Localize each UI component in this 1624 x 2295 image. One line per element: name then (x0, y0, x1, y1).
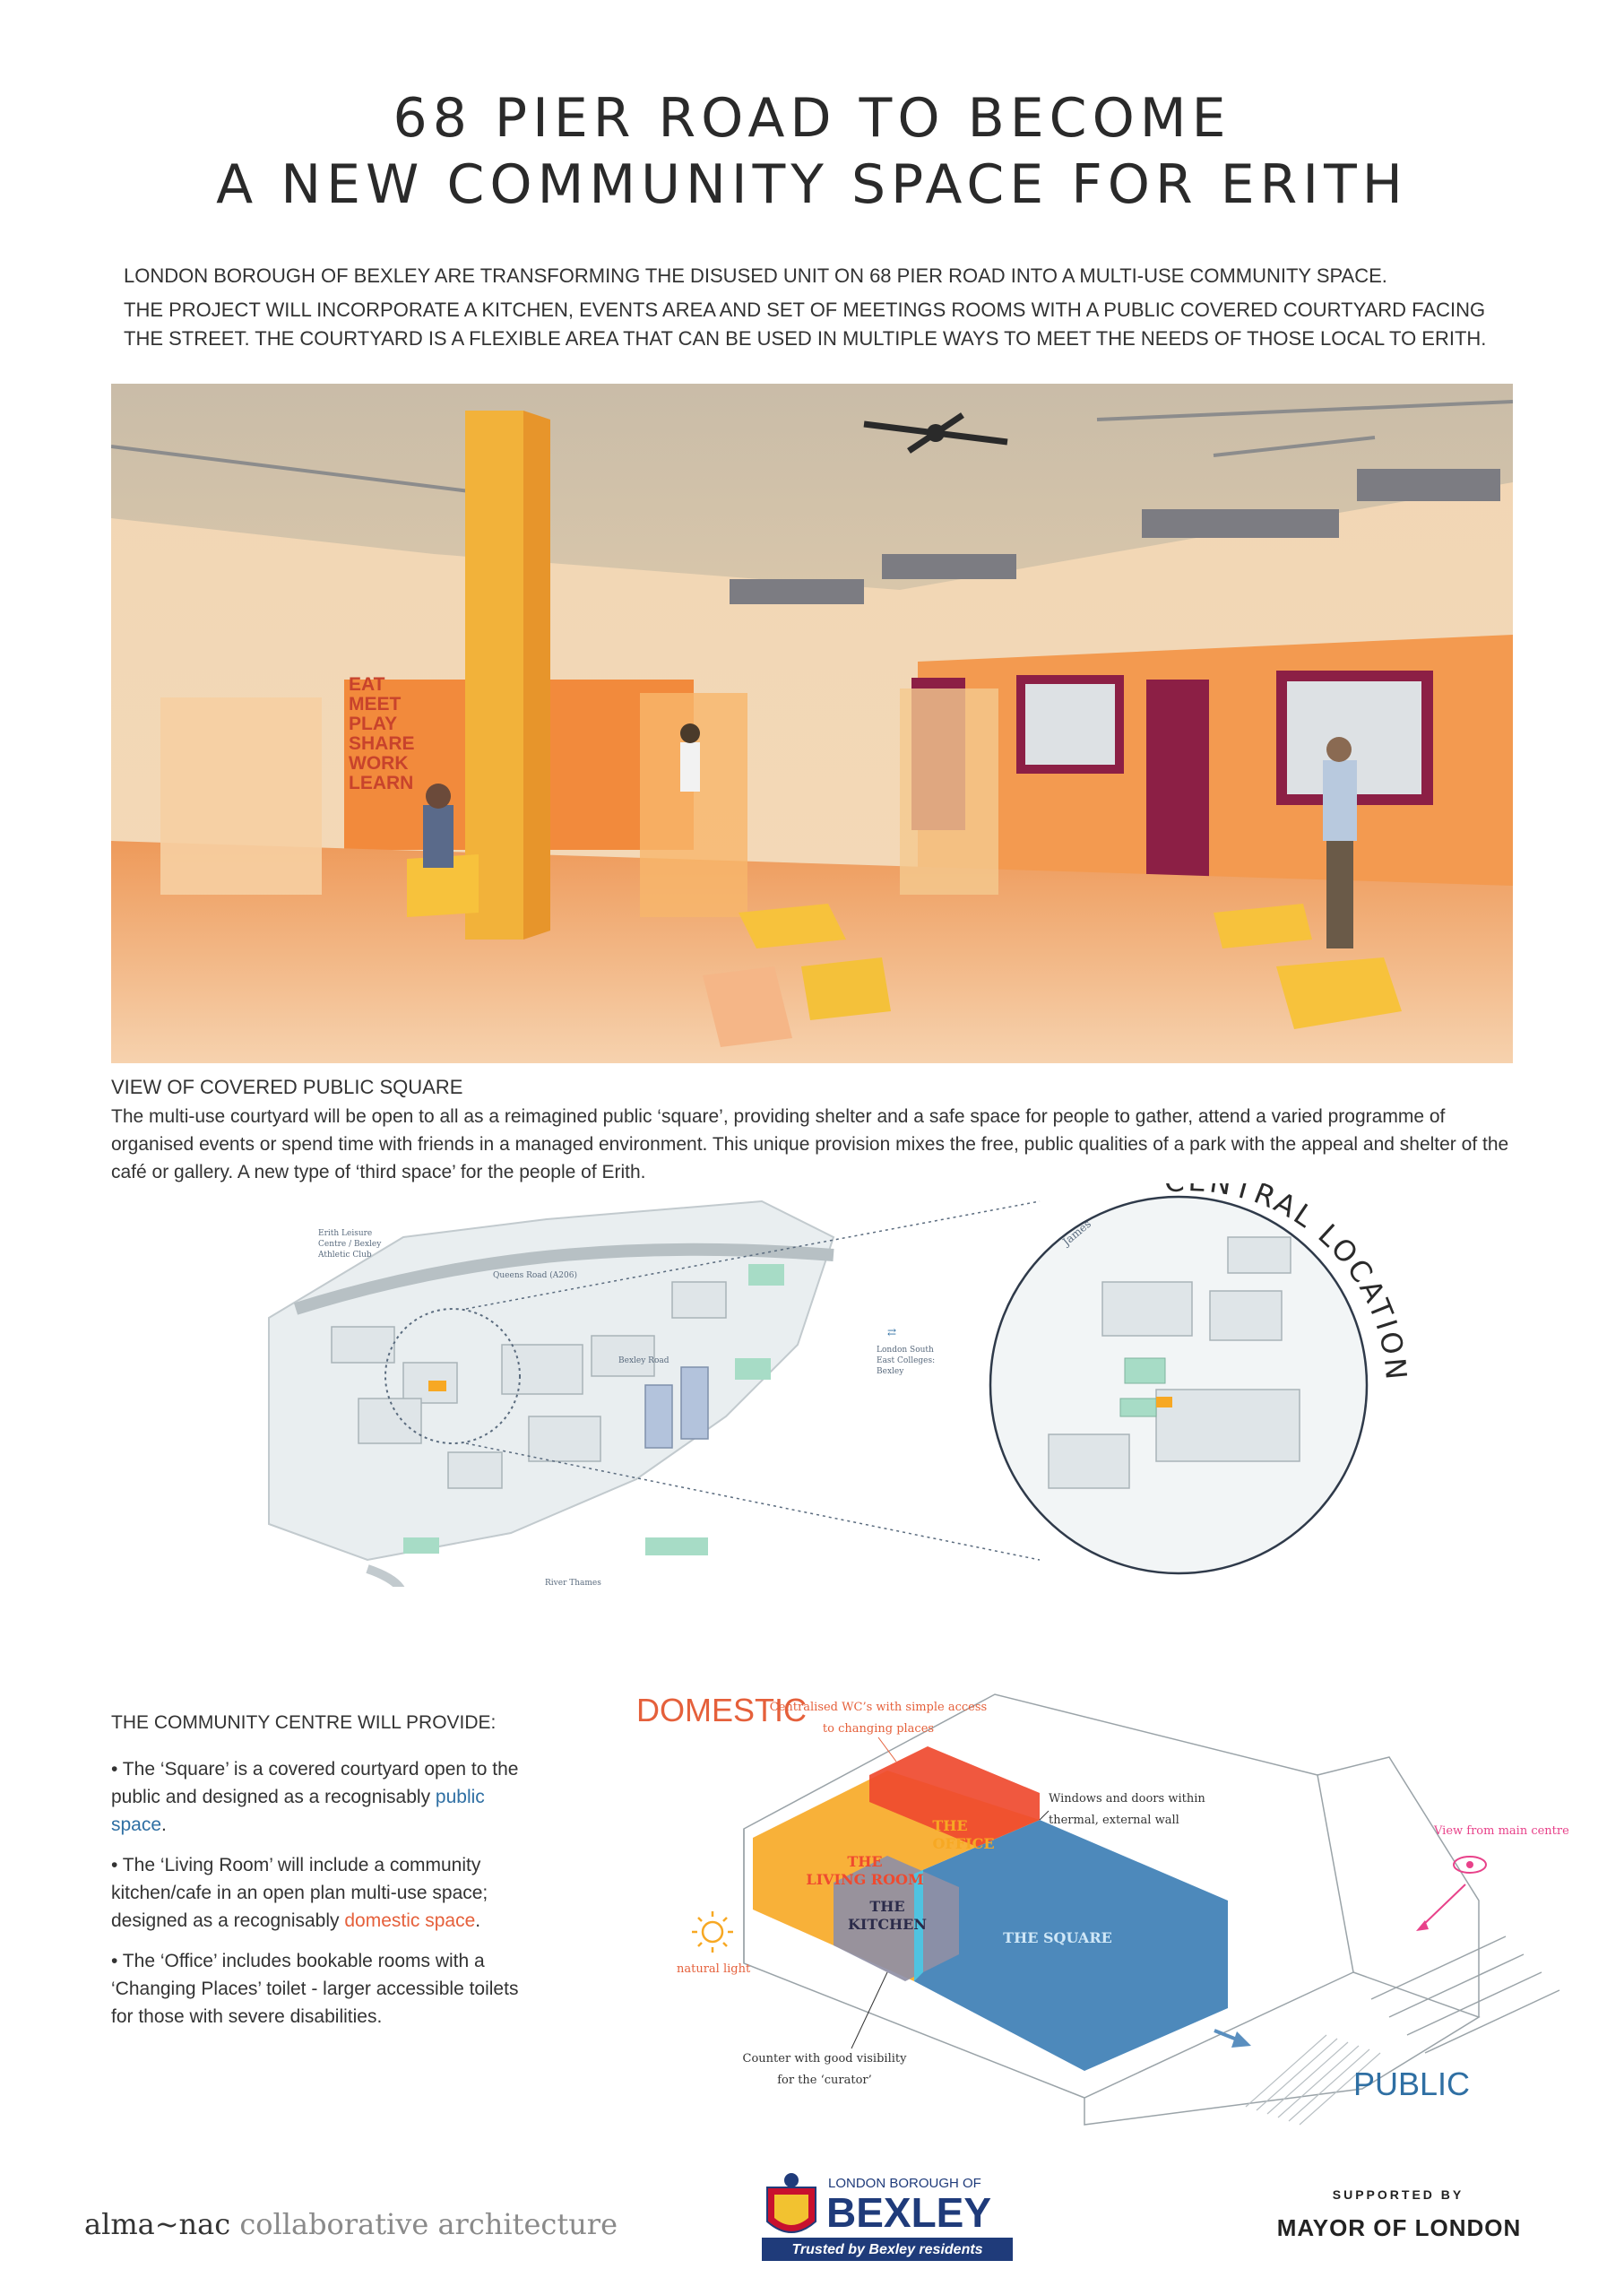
provide-heading: THE COMMUNITY CENTRE WILL PROVIDE: (111, 1712, 497, 1733)
sign-word-meet: MEET (349, 694, 402, 714)
map-label-james: James (1059, 1217, 1093, 1249)
note-view: View from main centre (1434, 1824, 1569, 1838)
kitchen-label-2: KITCHEN (848, 1916, 927, 1933)
note-wc-1: Centralised WC’s with simple access (769, 1701, 988, 1714)
map-label-college-1: London South (877, 1346, 934, 1355)
bexley-top-text: LONDON BOROUGH OF (828, 2176, 981, 2191)
map-label-river: River Thames (545, 1579, 601, 1587)
bexley-tagline: Trusted by Bexley residents (791, 2242, 983, 2257)
kitchen-label-1: THE (869, 1898, 905, 1915)
domestic-label: DOMESTIC (636, 1692, 808, 1728)
alma-nac-tagline: collaborative architecture (239, 2207, 618, 2241)
intro-paragraph-2: THE PROJECT WILL INCORPORATE A KITCHEN, EVENTS AREA AND SET OF MEETINGS ROOMS WITH A PUBLIC COVERED COURTYARD FACING THE STREET. THE COURTYARD IS A FLEXIBLE AREA THAT CAN BE USED IN MULTIPLE WAYS TO MEET THE NEEDS OF THOSE LOCAL TO ERITH. (124, 299, 1487, 350)
sign-word-work: WORK (349, 753, 409, 774)
intro-paragraph-1: LONDON BOROUGH OF BEXLEY ARE TRANSFORMING THE DISUSED UNIT ON 68 PIER ROAD INTO A MULTI-USE COMMUNITY SPACE. (124, 264, 1387, 287)
bexley-logo (762, 2168, 1013, 2266)
note-counter-1: Counter with good visibility (742, 2052, 907, 2066)
supported-by-label: SUPPORTED BY (1332, 2187, 1464, 2202)
axonometric-diagram (618, 1676, 1586, 2134)
provide-item-living-text: • The ‘Living Room’ will include a community kitchen/cafe in an open plan multi-use space; designed as a recognisably (111, 1855, 488, 1931)
provide-item-square-text: • The ‘Square’ is a covered courtyard open to the public and designed as a recognisably (111, 1759, 519, 1807)
public-label: PUBLIC (1353, 2066, 1471, 2102)
living-room-label-2: LIVING ROOM (806, 1871, 924, 1888)
rail-icon: ⇄ (887, 1326, 897, 1338)
eye-icon (1454, 1857, 1486, 1873)
render-caption-heading: VIEW OF COVERED PUBLIC SQUARE (111, 1076, 463, 1098)
provide-item-square-end: . (161, 1814, 167, 1835)
map-label-college-3: Bexley (877, 1367, 904, 1376)
sign-word-play: PLAY (349, 714, 398, 734)
living-room-label-1: THE (847, 1853, 883, 1870)
office-label-2: OFFICE (932, 1835, 995, 1852)
sign-word-eat: EAT (349, 674, 385, 695)
alma-nac-logo-part-1: alma (84, 2207, 155, 2241)
note-counter-2: for the ‘curator’ (777, 2074, 872, 2087)
map-label-leisure-2: Centre / Bexley (318, 1240, 382, 1249)
bexley-crest-icon (767, 2173, 816, 2232)
office-label-1: THE (932, 1817, 968, 1834)
alma-nac-logo-part-2: nac (178, 2207, 231, 2241)
provide-item-office: • The ‘Office’ includes bookable rooms with a ‘Changing Places’ toilet - larger accessible toilets for those with severe disabilities. (111, 1951, 519, 2027)
note-windows-1: Windows and doors within (1049, 1792, 1205, 1806)
sign-word-share: SHARE (349, 733, 415, 754)
intro-text (124, 262, 1522, 359)
render-caption-body: The multi-use courtyard will be open to all as a reimagined public ‘square’, providing shelter and a safe space for people to gather, attend a varied programme of organised events or spend time with friends in a managed environment. This unique provision mixes the free, public qualities of a park with the appeal and shelter of the café or gallery. A new type of ‘third space’ for the people of Erith. (111, 1106, 1509, 1182)
title-line-1: 68 PIER ROAD TO BECOME (393, 87, 1231, 150)
provide-item-living (111, 1851, 541, 1935)
sun-icon (692, 1911, 733, 1953)
note-light: natural light (677, 1962, 751, 1976)
alma-nac-logo: alma~nac collaborative architecture (84, 2207, 618, 2241)
map-label-queens-road: Queens Road (A206) (493, 1271, 577, 1280)
square-label: THE SQUARE (1003, 1929, 1112, 1946)
provide-item-living-end: . (475, 1910, 481, 1931)
note-windows-2: thermal, external wall (1049, 1814, 1179, 1827)
sign-word-learn: LEARN (349, 773, 414, 793)
map-label-leisure-1: Erith Leisure (318, 1229, 373, 1238)
location-map (260, 1183, 1416, 1587)
central-location-label: NTRAL LOCATION (1207, 1183, 1414, 1384)
map-label-college-2: East Colleges: (877, 1356, 936, 1365)
map-label-bexley-road: Bexley Road (618, 1356, 669, 1365)
public-space-highlight: public space (111, 1787, 485, 1835)
bexley-name: BEXLEY (826, 2189, 992, 2236)
provide-item-square (111, 1755, 541, 1839)
provide-list (111, 1755, 541, 2043)
mayor-of-london-logo: MAYOR OF LONDON (1276, 2214, 1522, 2241)
title-line-2: A NEW COMMUNITY SPACE FOR ERITH (216, 153, 1408, 216)
covered-square-render (111, 384, 1513, 1063)
domestic-space-highlight: domestic space (344, 1910, 476, 1931)
page-title (0, 85, 1624, 218)
map-label-leisure-3: Athletic Club (318, 1251, 372, 1260)
note-wc-2: to changing places (822, 1722, 935, 1736)
